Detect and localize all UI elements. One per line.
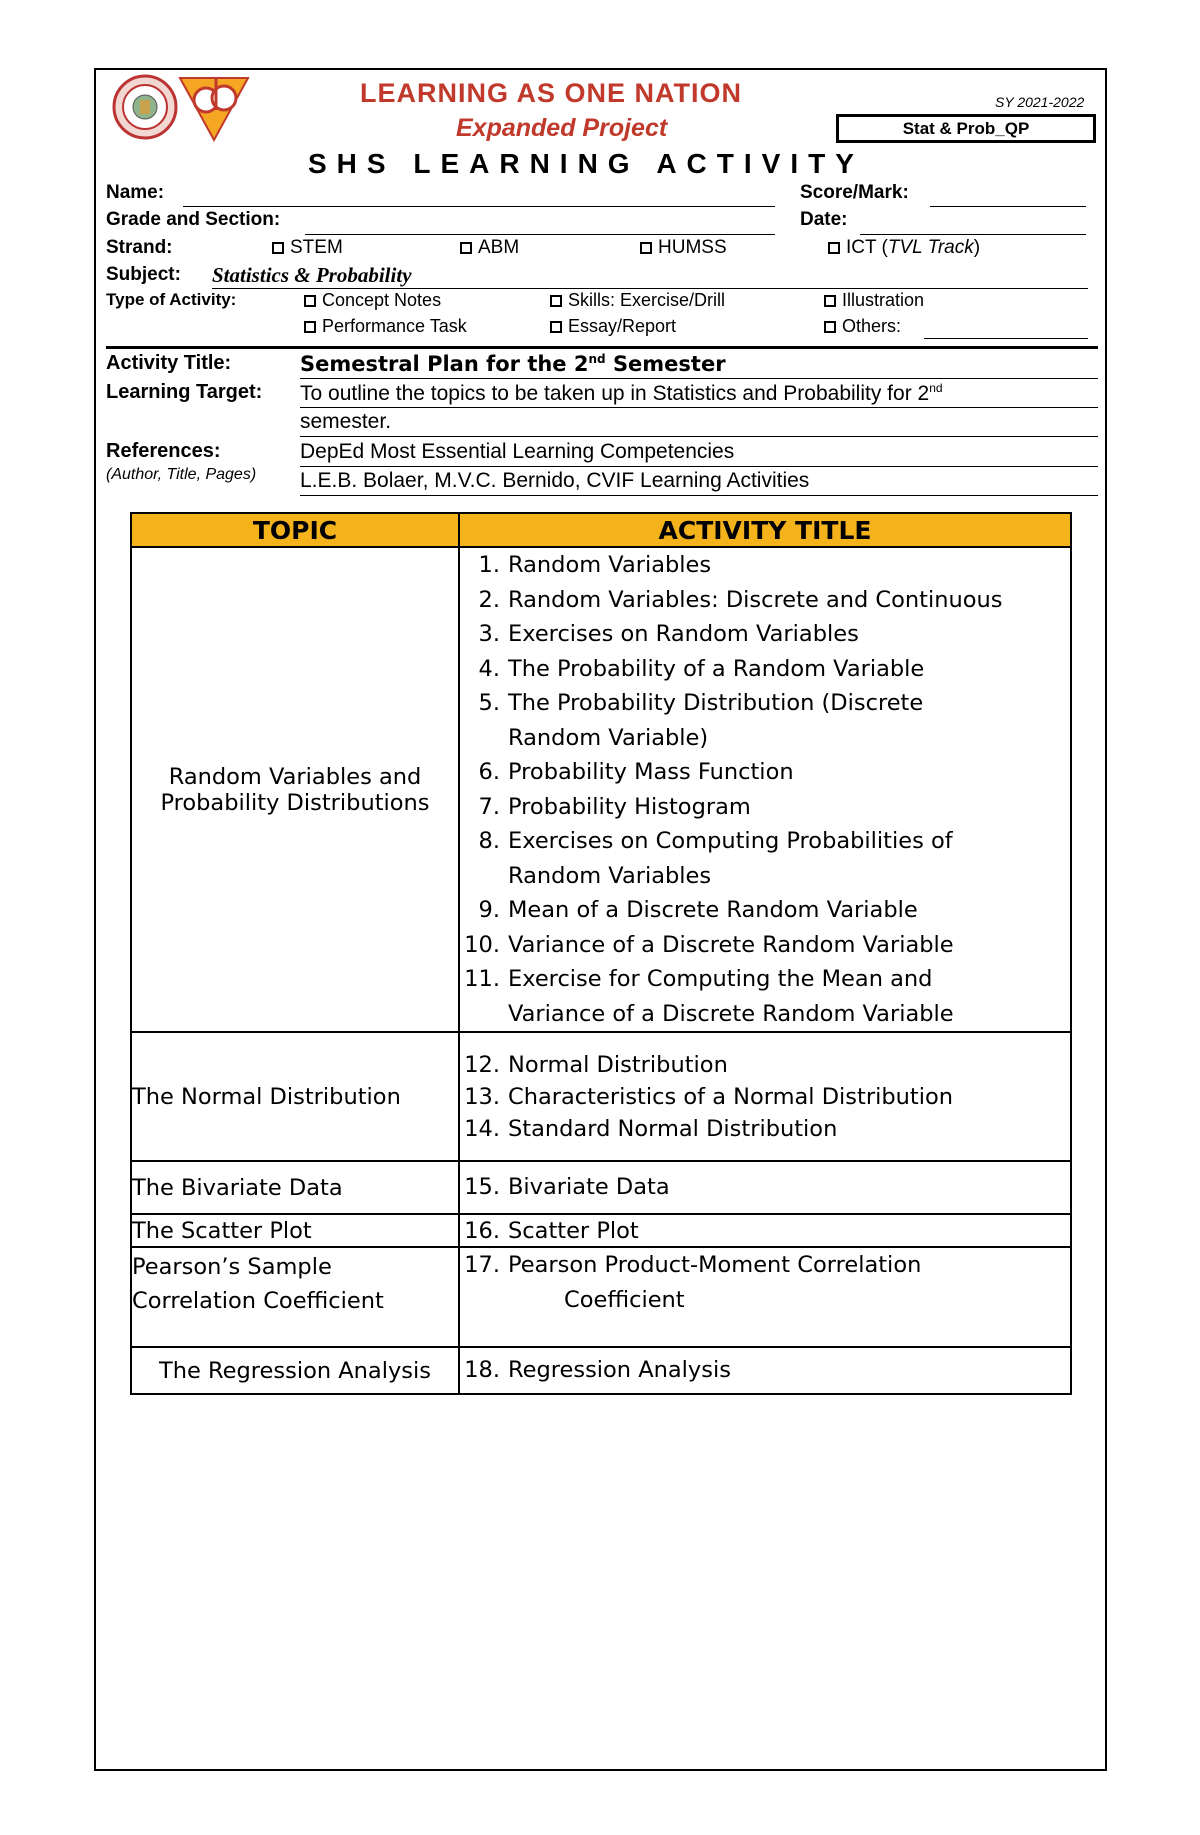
program-subtitle: Expanded Project	[456, 114, 668, 142]
subject-underline	[212, 288, 1088, 289]
table-row	[131, 1161, 1071, 1214]
name-label: Name:	[106, 182, 165, 203]
reference-2-underline	[300, 495, 1098, 496]
activities-cell	[459, 1347, 1071, 1394]
activity-item-continued: Random Variables	[508, 862, 712, 889]
topic-cell: Random Variables and Probability Distributions	[131, 547, 459, 1032]
activity-title-label: Activity Title:	[106, 352, 232, 374]
type-performance-task[interactable]: Performance Task	[304, 316, 467, 337]
table-row	[131, 1032, 1071, 1161]
type-illustration[interactable]: Illustration	[824, 290, 924, 311]
checkbox-icon	[460, 242, 472, 254]
name-field[interactable]	[183, 206, 775, 207]
grade-label: Grade and Section:	[106, 209, 281, 230]
checkbox-icon	[304, 295, 316, 307]
activity-item: 11. Exercise for Computing the Mean and	[464, 966, 933, 992]
activity-title-value: Semestral Plan for the 2nd Semester	[300, 352, 726, 376]
topic-cell: The Normal Distribution	[131, 1032, 459, 1161]
references-hint: (Author, Title, Pages)	[106, 466, 257, 483]
activities-cell	[459, 1247, 1071, 1347]
topic-cell: Pearson’s Sample Correlation Coefficient	[131, 1247, 459, 1347]
activity-item-continued: Coefficient	[564, 1286, 685, 1313]
activity-item: 18. Regression Analysis	[464, 1357, 731, 1384]
activity-type-label: Type of Activity:	[106, 290, 237, 309]
reference-1-underline	[300, 466, 1098, 467]
activity-item: 16. Scatter Plot	[464, 1217, 639, 1244]
activity-item: 1. Random Variables	[478, 552, 712, 578]
topic-cell: The Bivariate Data	[131, 1161, 459, 1214]
section-divider	[106, 346, 1098, 349]
form-title: SHS LEARNING ACTIVITY	[308, 148, 864, 179]
learning-target-label: Learning Target:	[106, 381, 263, 403]
table-row	[131, 1347, 1071, 1394]
activities-cell	[459, 1214, 1071, 1247]
table-row	[131, 547, 1071, 1032]
references-label: References:	[106, 440, 221, 462]
strand-label: Strand:	[106, 237, 173, 258]
activity-item: 12. Normal Distribution	[464, 1051, 728, 1078]
activity-item: 13. Characteristics of a Normal Distribution	[464, 1083, 953, 1110]
semestral-plan-table	[130, 512, 1072, 1395]
activity-item: 6. Probability Mass Function	[478, 759, 794, 785]
learning-target-line1: To outline the topics to be taken up in Statistics and Probability for 2nd	[300, 381, 943, 405]
table-row	[131, 1214, 1071, 1247]
grade-field[interactable]	[305, 234, 775, 235]
program-title: LEARNING AS ONE NATION	[360, 78, 743, 108]
checkbox-icon	[824, 321, 836, 333]
checkbox-icon	[272, 242, 284, 254]
checkbox-icon	[828, 242, 840, 254]
activity-item: 2. Random Variables: Discrete and Continuous	[478, 586, 1003, 613]
activity-title-underline	[300, 378, 1098, 379]
date-label: Date:	[800, 209, 848, 230]
score-field[interactable]	[930, 206, 1086, 207]
activity-item: 4. The Probability of a Random Variable	[478, 655, 925, 682]
strand-humss[interactable]: HUMSS	[640, 237, 727, 259]
activity-item: 5. The Probability Distribution (Discrete	[478, 690, 924, 716]
activity-item: 7. Probability Histogram	[478, 793, 751, 820]
date-field[interactable]	[860, 234, 1086, 235]
activity-item: 3. Exercises on Random Variables	[478, 621, 859, 647]
cvif-dlp-logo-icon	[176, 70, 252, 142]
strand-stem[interactable]: STEM	[272, 237, 343, 259]
type-skills[interactable]: Skills: Exercise/Drill	[550, 290, 725, 311]
activities-cell	[459, 1032, 1071, 1161]
learning-target-underline-2	[300, 436, 1098, 437]
activity-item: 9. Mean of a Discrete Random Variable	[478, 897, 918, 923]
checkbox-icon	[550, 295, 562, 307]
others-field[interactable]	[924, 338, 1088, 339]
subject-code-box: Stat & Prob_QP	[836, 114, 1096, 143]
school-year: SY 2021-2022	[995, 94, 1085, 110]
strand-abm[interactable]: ABM	[460, 237, 519, 259]
activity-item: 15. Bivariate Data	[464, 1174, 670, 1201]
strand-ict[interactable]: ICT (TVL Track)	[828, 237, 980, 259]
ict-track: TVL Track	[887, 237, 974, 258]
activity-item: 14. Standard Normal Distribution	[464, 1115, 838, 1142]
score-label: Score/Mark:	[800, 182, 909, 203]
activities-cell	[459, 1161, 1071, 1214]
learning-target-line2: semester.	[300, 410, 392, 433]
type-others[interactable]: Others:	[824, 316, 901, 337]
checkbox-icon	[640, 242, 652, 254]
topic-cell: The Regression Analysis	[131, 1347, 459, 1394]
topic-column-header: TOPIC	[131, 513, 459, 547]
reference-2: L.E.B. Bolaer, M.V.C. Bernido, CVIF Learning Activities	[300, 469, 810, 492]
checkbox-icon	[304, 321, 316, 333]
reference-1: DepEd Most Essential Learning Competencies	[300, 440, 735, 463]
table-row	[131, 1247, 1071, 1347]
activity-column-header: ACTIVITY TITLE	[459, 513, 1071, 547]
activities-cell	[459, 547, 1071, 1032]
type-essay-report[interactable]: Essay/Report	[550, 316, 676, 337]
activity-item-continued: Random Variable)	[508, 724, 709, 751]
activity-item: 8. Exercises on Computing Probabilities of	[478, 828, 953, 854]
activity-item: 10. Variance of a Discrete Random Variable	[464, 931, 954, 958]
topic-cell: The Scatter Plot	[131, 1214, 459, 1247]
subject-value: Statistics & Probability	[212, 263, 412, 287]
checkbox-icon	[824, 295, 836, 307]
type-concept-notes[interactable]: Concept Notes	[304, 290, 441, 311]
school-seal-icon	[112, 74, 178, 140]
checkbox-icon	[550, 321, 562, 333]
activity-item: 17. Pearson Product-Moment Correlation	[464, 1252, 922, 1278]
subject-label: Subject:	[106, 264, 181, 285]
activity-item-continued: Variance of a Discrete Random Variable	[508, 1000, 954, 1027]
learning-target-underline-1	[300, 407, 1098, 408]
table-header-row	[131, 513, 1071, 547]
